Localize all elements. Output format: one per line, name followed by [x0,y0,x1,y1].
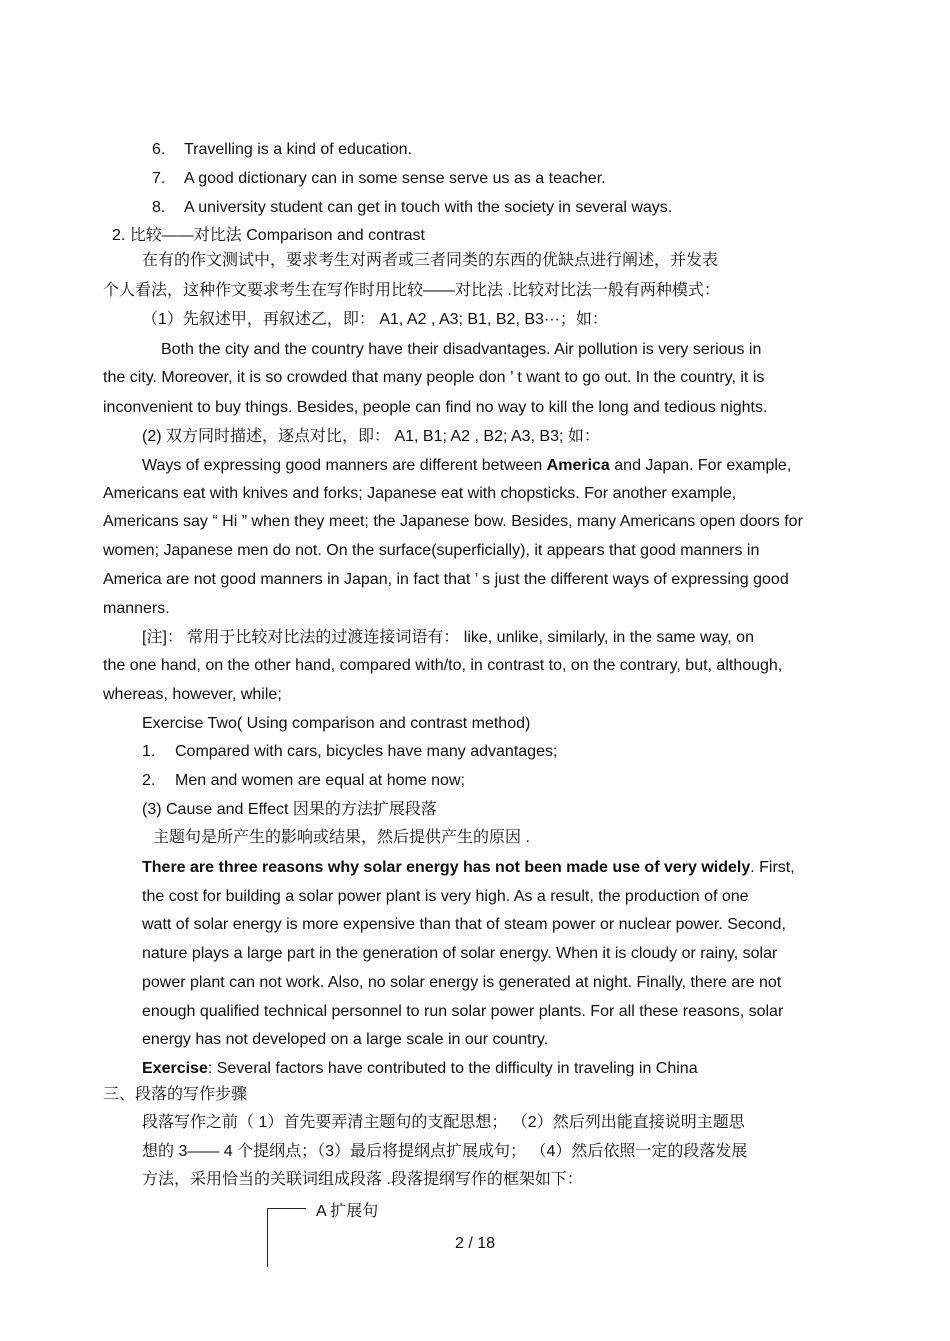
list-number: 7. [152,170,166,187]
example-line: the city. Moreover, it is so crowded that many people don ’ t want to go out. In the country, it is [103,369,765,386]
example-line [142,456,791,476]
example-line: manners. [103,600,170,617]
exercise-label: Exercise [142,1060,208,1077]
topic-sentence: There are three reasons why solar energy has not been made use of very widely [142,859,751,876]
example-line: inconvenient to buy things. Besides, people can find no way to kill the long and tedious nights. [103,399,768,416]
list-number: 8. [152,199,166,216]
note-line: [注]： 常用于比较对比法的过渡连接词语有： like, unlike, similarly, in the same way, on [142,629,754,646]
paragraph-line: the cost for building a solar power plant is very high. As a result, the production of one [142,888,749,905]
exercise-line [142,1059,698,1079]
list-item: Men and women are equal at home now; [175,772,465,789]
exercise-title: Exercise Two( Using comparison and contrast method) [142,715,531,732]
list-number: 6. [152,141,166,158]
topic-note: 主题句是所产生的影响或结果，然后提供产生的原因 . [153,829,530,846]
outline-label: A 扩展句 [316,1203,379,1220]
paragraph-line [142,858,795,878]
paragraph-text: . First, [750,859,795,876]
list-item: Compared with cars, bicycles have many advantages; [175,743,558,760]
list-number: 2. [142,772,156,789]
example-line: America are not good manners in Japan, in fact that ’ s just the different ways of expressing good [103,571,789,588]
paragraph-line: enough qualified technical personnel to run solar power plants. For all these reasons, solar [142,1003,784,1020]
list-item: A university student can get in touch with the society in several ways. [184,199,673,216]
example-text: Ways of expressing good manners are different between [142,457,547,474]
example-line: Americans eat with knives and forks; Japanese eat with chopsticks. For another example, [103,485,737,502]
paragraph-line: 方法，采用恰当的关联词组成段落 .段落提纲写作的框架如下： [142,1171,583,1188]
paragraph-line: 在有的作文测试中，要求考生对两者或三者同类的东西的优缺点进行阐述，并发表 [142,252,719,269]
example-line: Both the city and the country have their disadvantages. Air pollution is very serious in [161,341,762,358]
mode-line: （1）先叙述甲，再叙述乙，即： A1, A2 , A3; B1, B2, B3···；如： [142,311,608,328]
paragraph-line: watt of solar energy is more expensive than that of steam power or nuclear power. Second, [142,916,786,933]
list-number: 1. [142,743,156,760]
paragraph-line: 段落写作之前（ 1）首先要弄清主题句的支配思想； （2）然后列出能直接说明主题思 [142,1114,745,1131]
paragraph-line: 个人看法，这种作文要求考生在写作时用比较——对比法 .比较对比法一般有两种模式： [103,282,720,299]
paragraph-line: 想的 3—— 4 个提纲点；（3）最后将提纲点扩展成句； （4）然后依照一定的段落发展 [142,1143,748,1160]
part-heading: 三、段落的写作步骤 [103,1086,248,1103]
section-heading: (3) Cause and Effect 因果的方法扩展段落 [142,801,437,818]
mode-line: (2) 双方同时描述，逐点对比，即： A1, B1; A2 , B2; A3, B3; 如： [142,428,600,445]
example-bold: America [546,457,610,474]
paragraph-line: nature plays a large part in the generation of solar energy. When it is cloudy or rainy, solar [142,945,778,962]
section-heading: 2. 比较——对比法 Comparison and contrast [112,227,425,244]
exercise-text: : Several factors have contributed to the difficulty in traveling in China [207,1060,698,1077]
note-line: the one hand, on the other hand, compared with/to, in contrast to, on the contrary, but, although, [103,657,783,674]
paragraph-line: power plant can not work. Also, no solar energy is generated at night. Finally, there are not [142,974,782,991]
paragraph-line: energy has not developed on a large scale in our country. [142,1031,549,1048]
example-line: Americans say “ Hi ” when they meet; the Japanese bow. Besides, many Americans open doors for [103,513,803,530]
page-number: 2 / 18 [454,1235,496,1252]
list-item: A good dictionary can in some sense serve us as a teacher. [184,170,606,187]
example-text: and Japan. For example, [609,457,792,474]
list-item: Travelling is a kind of education. [184,141,412,158]
note-line: whereas, however, while; [103,686,282,703]
example-line: women; Japanese men do not. On the surface(superficially), it appears that good manners in [103,542,760,559]
